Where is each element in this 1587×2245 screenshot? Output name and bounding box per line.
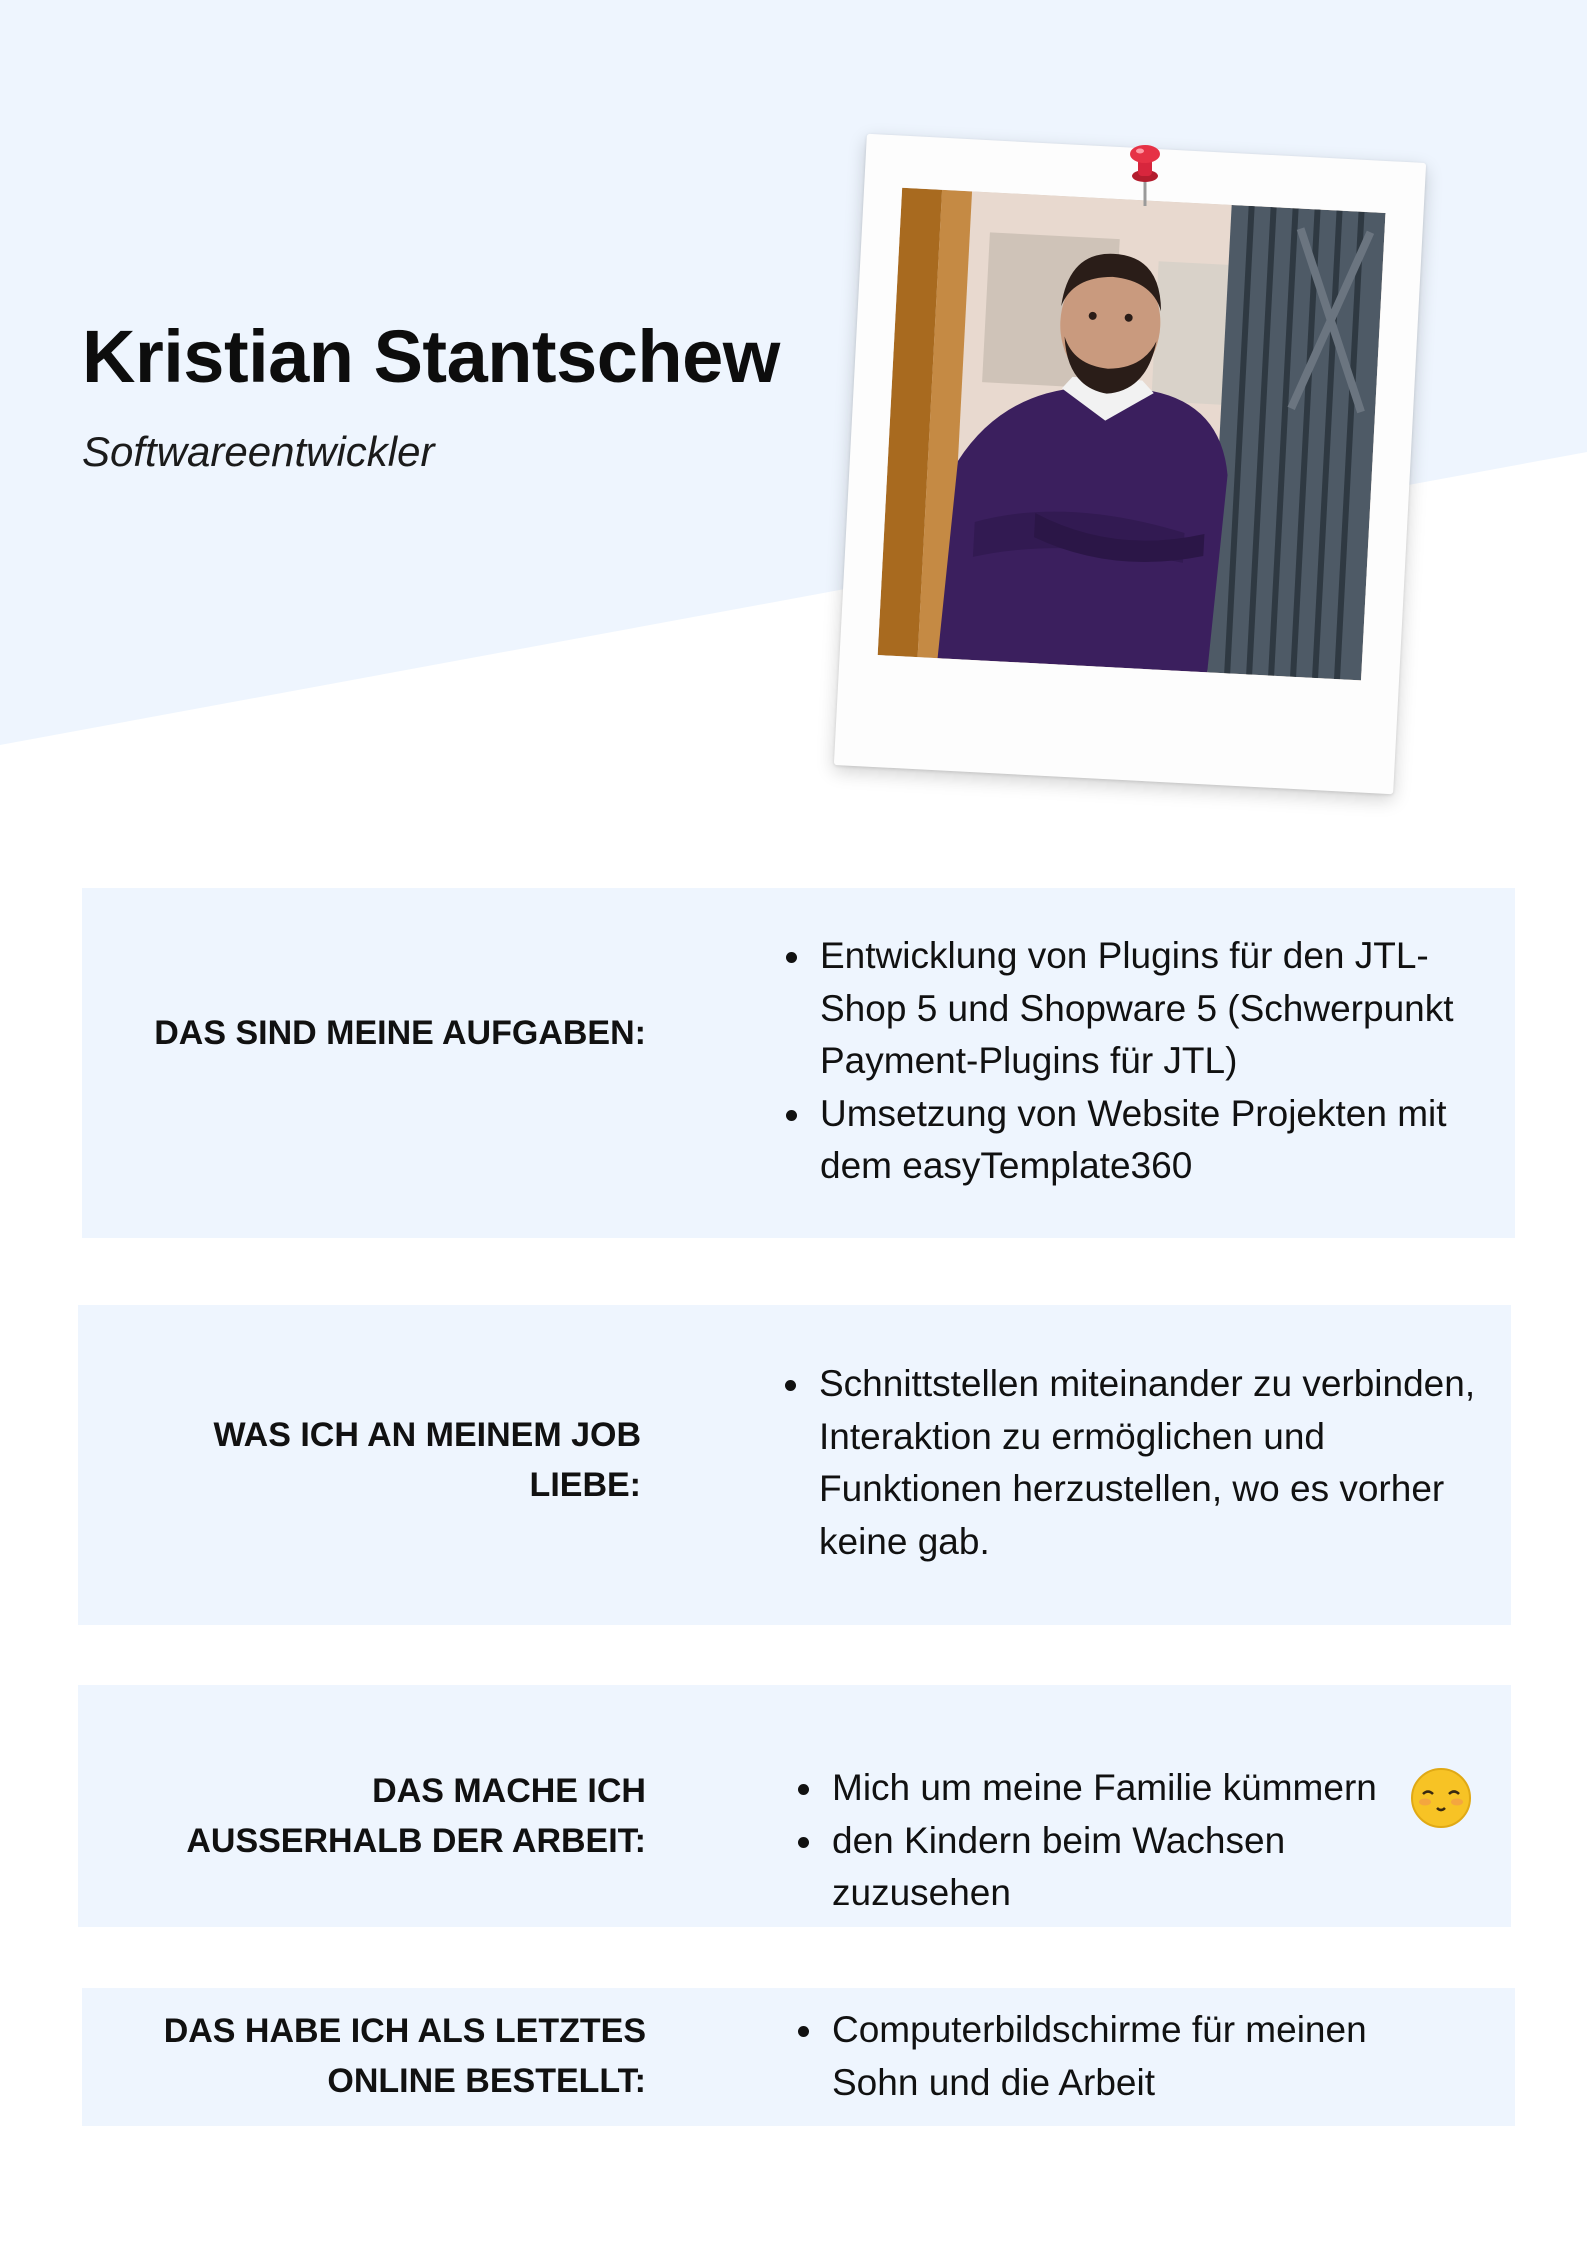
label-line: AUSSERHALB DER ARBEIT: <box>186 1822 646 1860</box>
item-line: Sohn und die Arbeit <box>832 2061 1155 2103</box>
list-item <box>832 1815 1472 1920</box>
section-free-time-label <box>100 1766 646 1866</box>
job-title: Softwareentwickler <box>82 428 435 475</box>
section-tasks-label <box>100 1008 646 1058</box>
item-line: Interaktion zu ermöglichen und <box>819 1415 1325 1457</box>
list-item <box>820 930 1500 1088</box>
item-line: keine gab. <box>819 1520 990 1562</box>
item-line: Computerbildschirme für meinen <box>832 2009 1367 2050</box>
list-item <box>820 1088 1500 1193</box>
section-last-order-label <box>100 2006 646 2106</box>
item-line: Funktionen herzustellen, wo es vorher <box>819 1468 1445 1509</box>
red-pushpin-icon <box>1125 142 1165 208</box>
label-line: WAS ICH AN MEINEM JOB LIEBE: <box>213 1416 641 1504</box>
section-love-label <box>100 1410 641 1510</box>
item-line: dem easyTemplate360 <box>820 1145 1193 1186</box>
item-line: Entwicklung von Plugins für den JTL- <box>820 935 1429 976</box>
label-line: ONLINE BESTELLT: <box>327 2062 646 2100</box>
list-item <box>819 1358 1509 1568</box>
person-name: Kristian Stantschew <box>82 315 780 398</box>
love-list <box>819 1358 1509 1568</box>
tasks-list <box>820 930 1500 1193</box>
item-line: Payment-Plugins für JTL) <box>820 1040 1238 1081</box>
label-line: DAS MACHE ICH <box>372 1772 646 1810</box>
last-order-list <box>832 2004 1472 2109</box>
item-line: Mich um meine Familie kümmern <box>832 1767 1377 1808</box>
list-item <box>832 2004 1472 2109</box>
polaroid-frame <box>834 134 1426 794</box>
item-line: Umsetzung von Website Projekten mit <box>820 1092 1447 1134</box>
label-line: DAS HABE ICH ALS LETZTES <box>163 2012 646 2050</box>
list-item <box>832 1762 1472 1815</box>
portrait-illustration <box>878 188 1386 681</box>
blushing-face-icon <box>1410 1767 1472 1829</box>
label-line: DAS SIND MEINE AUFGABEN: <box>154 1014 646 1052</box>
item-line: den Kindern beim Wachsen zuzusehen <box>832 1819 1286 1913</box>
item-line: Shop 5 und Shopware 5 (Schwerpunkt <box>820 987 1454 1029</box>
item-line: Schnittstellen miteinander zu verbinden, <box>819 1363 1476 1404</box>
free-time-list <box>832 1762 1472 1920</box>
portrait-photo <box>878 188 1386 681</box>
